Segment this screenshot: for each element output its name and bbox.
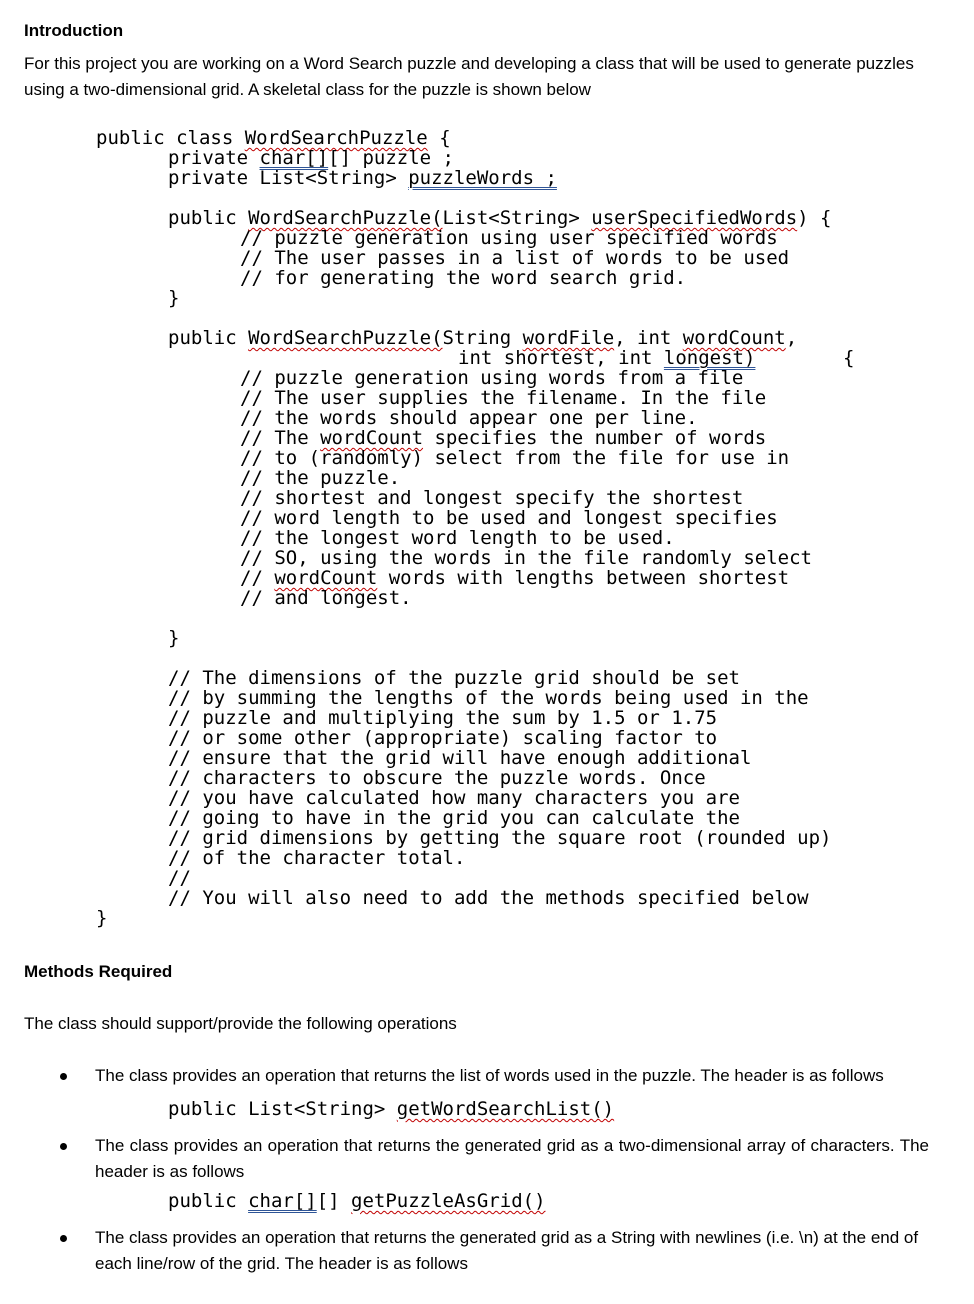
code-comment: // wordCount words with lengths between shortest (240, 567, 790, 589)
code-open-brace: { (843, 347, 855, 369)
code-comment: // The wordCount specifies the number of words (240, 427, 767, 449)
code-comment: // characters to obscure the puzzle words. Once (168, 767, 706, 789)
code-comment: // for generating the word search grid. (240, 267, 687, 289)
code-close-brace: } (168, 627, 180, 649)
code-comment: // The dimensions of the puzzle grid should be set (168, 667, 740, 689)
bullet-text: The class provides an operation that returns the generated grid as a String with newlines (i.e. \n) at the end of each line/row of the grid. The header is as follows (95, 1228, 919, 1273)
code-line-constructor2: public WordSearchPuzzle(String wordFile, int wordCount, (168, 327, 798, 349)
intro-paragraph: For this project you are working on a Word Search puzzle and developing a class that will be used to generate puzzles using a two-dimensional grid. A skeletal class for the puzzle is shown below (24, 54, 914, 99)
code-comment: // of the character total. (168, 847, 466, 869)
code-comment: // ensure that the grid will have enough additional (168, 747, 752, 769)
intro-heading: Introduction (24, 21, 124, 40)
code-comment: // (168, 867, 191, 889)
code-comment: // puzzle generation using words from a file (240, 367, 744, 389)
code-comment: // puzzle generation using user specified words (240, 227, 778, 249)
code-class-close-brace: } (96, 907, 108, 929)
code-comment: // grid dimensions by getting the square root (rounded up) (168, 827, 832, 849)
code-comment: // you have calculated how many characters you are (168, 787, 740, 809)
bullet-text: The class provides an operation that returns the generated grid as a two-dimensional array of characters. The header is as follows (95, 1136, 929, 1181)
code-comment: // by summing the lengths of the words being used in the (168, 687, 809, 709)
code-comment: // the puzzle. (240, 467, 401, 489)
bullet-dot (60, 1073, 67, 1080)
code-comment: // shortest and longest specify the shortest (240, 487, 744, 509)
code-line-constructor2-params: int shortest, int longest) (458, 347, 756, 369)
bullet-dot (60, 1235, 67, 1242)
code-comment: // the longest word length to be used. (240, 527, 675, 549)
code-comment: // going to have in the grid you can calculate the (168, 807, 740, 829)
code-line-puzzle-field: private char[][] puzzle ; (168, 147, 454, 169)
code-comment: // and longest. (240, 587, 412, 609)
methods-heading: Methods Required (24, 962, 173, 981)
code-comment: // puzzle and multiplying the sum by 1.5 or 1.75 (168, 707, 718, 729)
code-line-words-field: private List<String> puzzleWords ; (168, 167, 557, 189)
code-close-brace: } (168, 287, 180, 309)
code-comment: // SO, using the words in the file randomly select (240, 547, 812, 569)
code-comment: // The user passes in a list of words to be used (240, 247, 790, 269)
methods-paragraph: The class should support/provide the following operations (24, 1014, 457, 1033)
method-signature: public List<String> getWordSearchList() (168, 1098, 615, 1120)
code-comment: // the words should appear one per line. (240, 407, 698, 429)
code-comment: // to (randomly) select from the file for use in (240, 447, 790, 469)
code-comment: // You will also need to add the methods specified below (168, 887, 809, 909)
code-comment: // The user supplies the filename. In the file (240, 387, 767, 409)
code-line-class-decl: public class WordSearchPuzzle { (96, 127, 451, 149)
code-comment: // word length to be used and longest specifies (240, 507, 778, 529)
bullet-text: The class provides an operation that returns the list of words used in the puzzle. The header is as follows (95, 1066, 884, 1085)
method-signature: public char[][] getPuzzleAsGrid() (168, 1190, 546, 1212)
code-comment: // or some other (appropriate) scaling factor to (168, 727, 718, 749)
code-line-constructor1: public WordSearchPuzzle(List<String> userSpecifiedWords) { (168, 207, 832, 229)
bullet-dot (60, 1143, 67, 1150)
